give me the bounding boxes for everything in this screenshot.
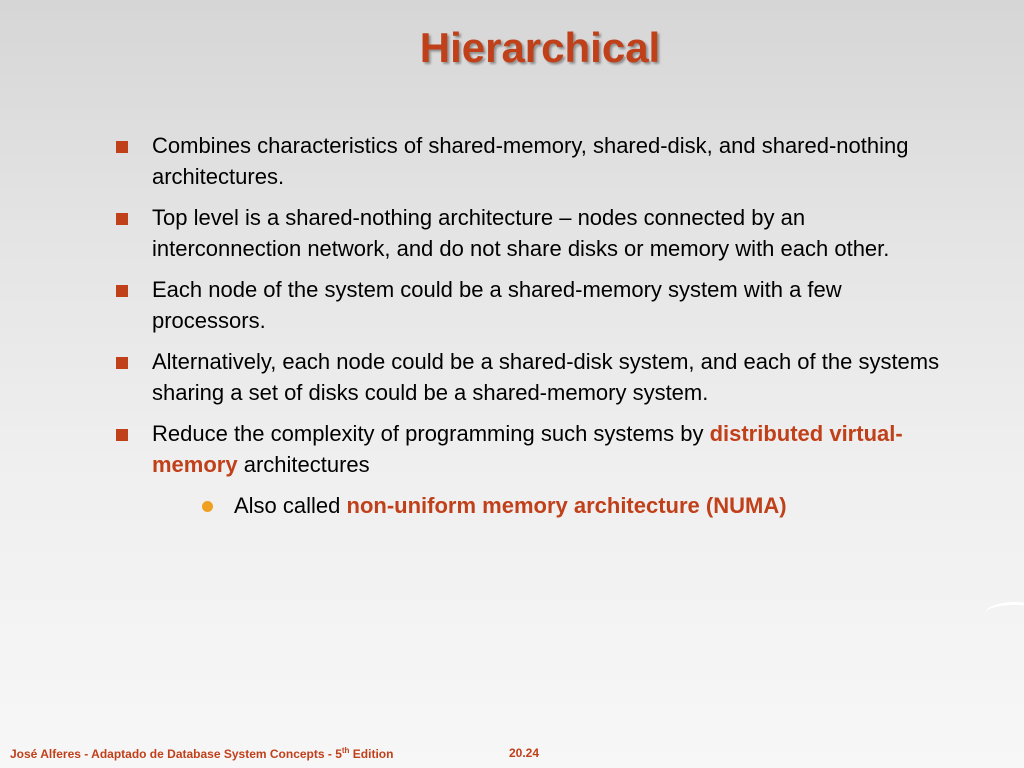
- bullet-item: [116, 418, 956, 521]
- sub-bullet-emphasis: non-uniform memory architecture (NUMA): [346, 493, 787, 518]
- square-bullet-icon: [116, 357, 128, 369]
- footer-superscript: th: [341, 746, 350, 755]
- bullet-text-prefix: Reduce the complexity of programming such systems by: [152, 421, 710, 446]
- square-bullet-icon: [116, 213, 128, 225]
- square-bullet-icon: [116, 429, 128, 441]
- page-number: 20.24: [509, 746, 540, 760]
- bullet-emphasis: distributed virtual-memory: [152, 421, 903, 477]
- bullet-text-suffix: architectures: [237, 452, 370, 477]
- decorative-swoosh: [985, 602, 1024, 625]
- square-bullet-icon: [116, 141, 128, 153]
- slide-title: Hierarchical: [419, 24, 661, 71]
- footer-credit: [10, 746, 393, 761]
- bullet-text: Alternatively, each node could be a shared-disk system, and each of the systems sharing a set of disks could be a shared-memory system.: [152, 349, 940, 405]
- bullet-text: Top level is a shared-nothing architecture – nodes connected by an interconnection network, and do not share disks or memory with each other.: [152, 205, 890, 261]
- bullet-text: Each node of the system could be a shared-memory system with a few processors.: [152, 277, 842, 333]
- footer-text: José Alferes - Adaptado de Database System Concepts - 5: [10, 747, 342, 761]
- sub-bullet-prefix: Also called: [234, 493, 347, 518]
- bullet-item: [116, 346, 956, 408]
- square-bullet-icon: [116, 285, 128, 297]
- footer-edition: Edition: [349, 747, 394, 761]
- bullet-item: [116, 202, 956, 264]
- sub-bullet-item: [152, 490, 956, 521]
- bullet-item: [116, 130, 956, 192]
- bullet-item: [116, 274, 956, 336]
- bullet-text: Combines characteristics of shared-memory, shared-disk, and shared-nothing architectures.: [152, 133, 909, 189]
- round-bullet-icon: [202, 501, 213, 512]
- bullet-list: [116, 130, 956, 531]
